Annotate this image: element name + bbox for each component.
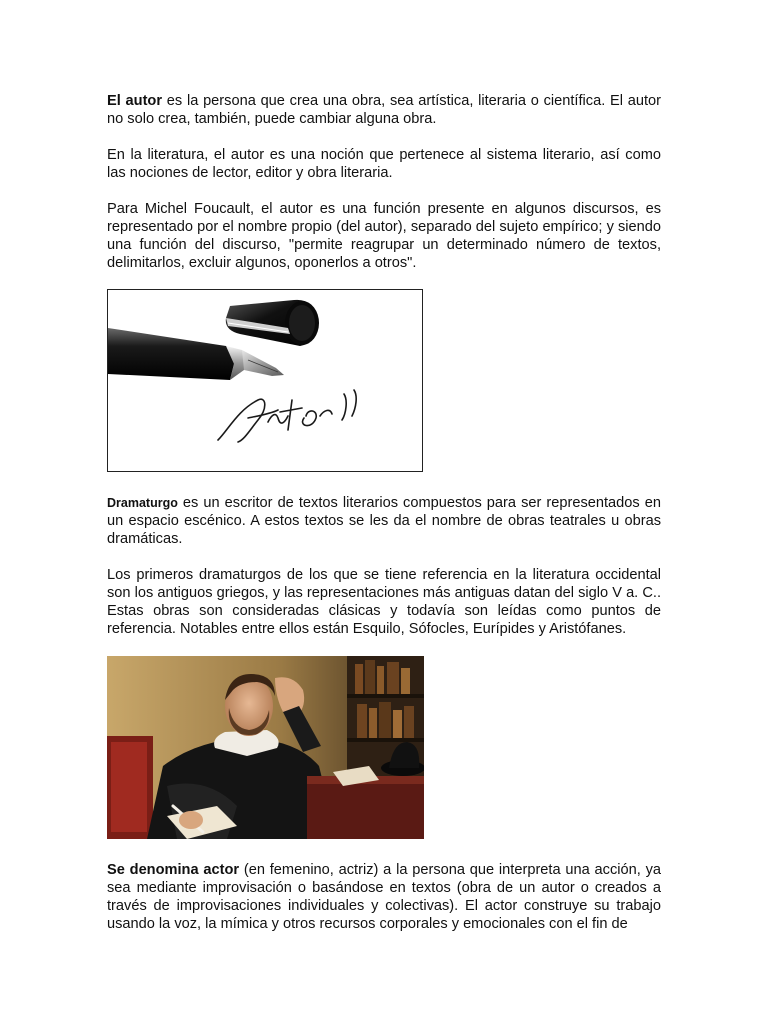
fountain-pen-image xyxy=(107,289,423,472)
term-actor: Se denomina actor xyxy=(107,862,240,878)
term-dramaturgo: Dramaturgo xyxy=(107,496,178,510)
term-autor: El autor xyxy=(107,93,163,109)
shakespeare-portrait-image xyxy=(107,656,424,839)
paragraph-autor-text: es la persona que crea una obra, sea artística, literaria o científica. El autor no solo crea, también, puede cambiar alguna obra. xyxy=(107,93,662,127)
paragraph-foucault: Para Michel Foucault, el autor es una función presente en algunos discursos, es representado por el nombre propio (del autor), separado del sujeto empírico; y siendo una función del discurso, "permite reagrupar un determinado número de textos, delimitarlos, excluir algunos, oponerlos a otros". xyxy=(107,201,661,271)
paragraph-dramaturgo-text: es un escritor de textos literarios compuestos para ser representados en un espacio escénico. A estos textos se les da el nombre de obras teatrales u obras dramáticas. xyxy=(107,495,661,547)
paragraph-actor-text: (en femenino, actriz) a la persona que interpreta una acción, ya sea mediante improvisación o basándose en textos (obra de un autor o creados a través de improvisaciones individuales y colectivas). El actor construye su trabajo usando la voz, la mímica y otros recursos corporales y emocionales con el fin de xyxy=(107,862,661,932)
document-page xyxy=(107,92,661,933)
paragraph-griegos: Los primeros dramaturgos de los que se tiene referencia en la literatura occidental son los antiguos griegos, y las representaciones más antiguas datan del siglo V a. C.. Estas obras son consideradas clásicas y todavía son leídas como puntos de referencia. Notables entre ellos están Esquilo, Sófocles, Eurípides y Aristófanes. xyxy=(107,567,661,637)
paragraph-autor xyxy=(107,92,661,128)
paragraph-actor xyxy=(107,861,661,933)
paragraph-dramaturgo xyxy=(107,494,661,548)
paragraph-literatura: En la literatura, el autor es una noción que pertenece al sistema literario, así como las nociones de lector, editor y obra literaria. xyxy=(107,147,661,181)
